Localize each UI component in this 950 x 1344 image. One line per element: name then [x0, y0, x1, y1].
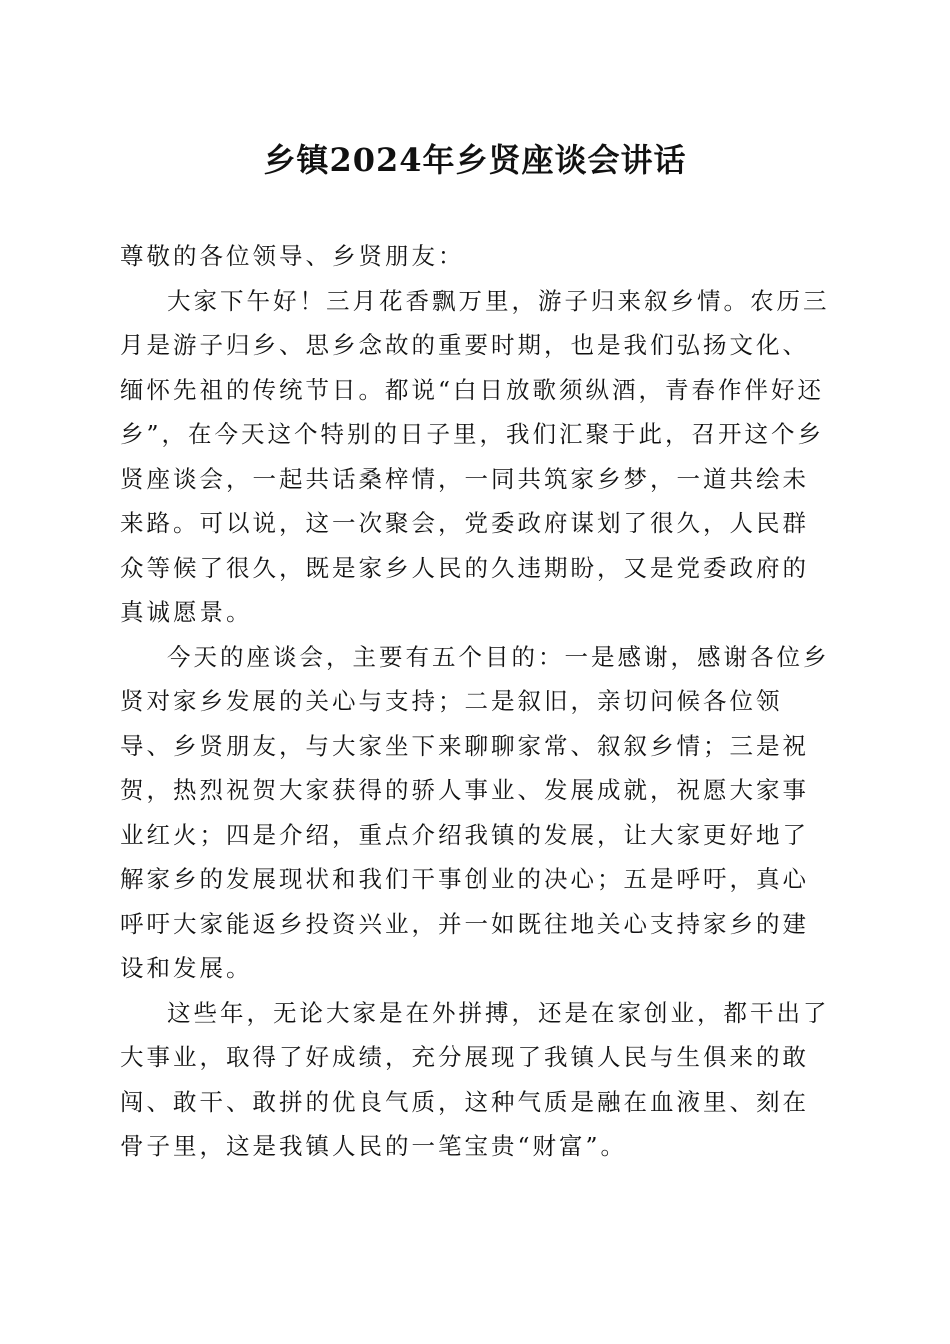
paragraph-purposes: 今天的座谈会，主要有五个目的：一是感谢，感谢各位乡贤对家乡发展的关心与支持；二是叙旧，亲切问候各位领导、乡贤朋友，与大家坐下来聊聊家常、叙叙乡情；三是祝贺，热烈祝贺大家获得的骄人事业、发展成就，祝愿大家事业红火；四是介绍，重点介绍我镇的发展，让大家更好地了解家乡的发展现状和我们干事创业的决心；五是呼吁，真心呼吁大家能返乡投资兴业，并一如既往地关心支持家乡的建设和发展。 — [120, 642, 830, 982]
paragraph-greeting: 大家下午好！三月花香飘万里，游子归来叙乡情。农历三月是游子归乡、思乡念故的重要时期，也是我们弘扬文化、缅怀先祖的传统节日。都说“白日放歌须纵酒，青春作伴好还乡”，在今天这个特别的日子里，我们汇聚于此，召开这个乡贤座谈会，一起共话桑梓情，一同共筑家乡梦，一道共绘未来路。可以说，这一次聚会，党委政府谋划了很久，人民群众等候了很久，既是家乡人民的久违期盼，又是党委政府的真诚愿景。 — [120, 286, 830, 626]
paragraph-achievements: 这些年，无论大家是在外拼搏，还是在家创业，都干出了大事业，取得了好成绩，充分展现了我镇人民与生俱来的敢闯、敢干、敢拼的优良气质，这种气质是融在血液里、刻在骨子里，这是我镇人民的一笔宝贵“财富”。 — [120, 998, 830, 1160]
document-title: 乡镇2024年乡贤座谈会讲话 — [263, 141, 687, 179]
document-body — [120, 234, 834, 1169]
salutation: 尊敬的各位领导、乡贤朋友： — [120, 242, 465, 270]
